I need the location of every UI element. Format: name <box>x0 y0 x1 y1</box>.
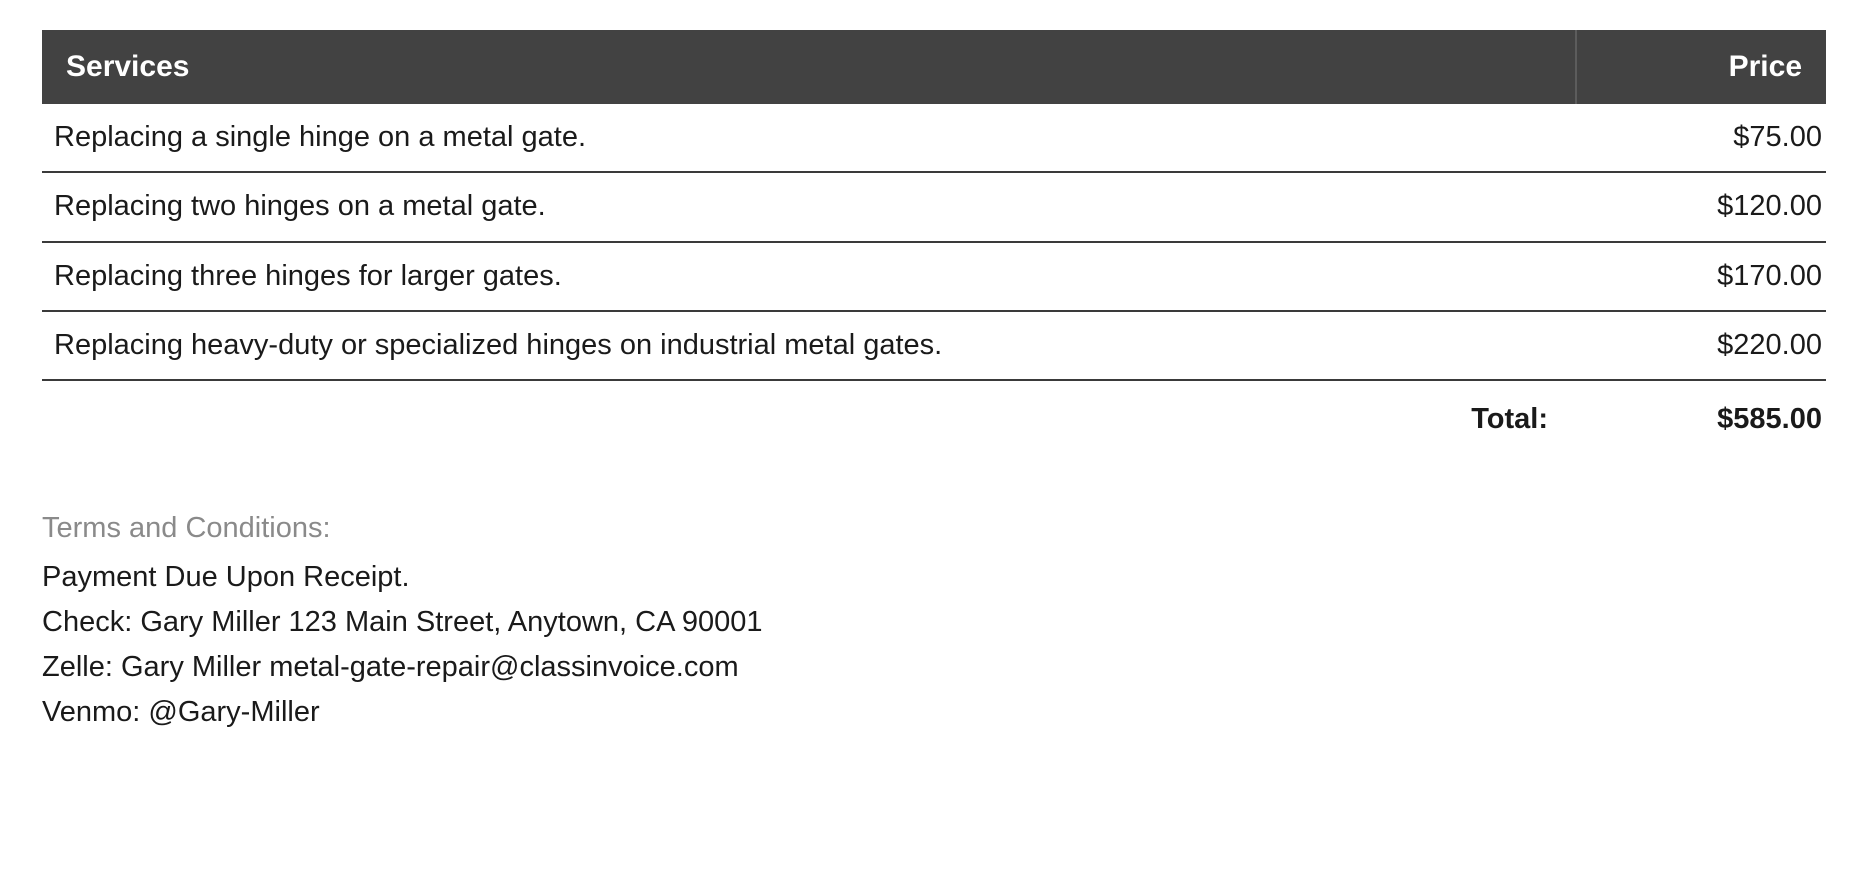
terms-line-check: Check: Gary Miller 123 Main Street, Anytown, CA 90001 <box>42 605 763 638</box>
table-body <box>42 104 1826 454</box>
cell-price: $170.00 <box>1576 242 1826 311</box>
terms-title: Terms and Conditions: <box>42 511 331 544</box>
services-price-table <box>42 30 1826 454</box>
table-row <box>42 242 1826 311</box>
table-header <box>42 30 1826 104</box>
terms-and-conditions <box>42 512 1826 735</box>
cell-service: Replacing three hinges for larger gates. <box>42 242 1576 311</box>
table-row <box>42 311 1826 380</box>
table-header-row <box>42 30 1826 104</box>
cell-service: Replacing heavy-duty or specialized hinges on industrial metal gates. <box>42 311 1576 380</box>
table-total-row <box>42 380 1826 453</box>
cell-service: Replacing two hinges on a metal gate. <box>42 172 1576 241</box>
cell-price: $75.00 <box>1576 104 1826 172</box>
terms-line-venmo: Venmo: @Gary-Miller <box>42 695 320 728</box>
total-value: $585.00 <box>1717 403 1822 436</box>
terms-line-payment: Payment Due Upon Receipt. <box>42 560 410 593</box>
table-row <box>42 172 1826 241</box>
column-header-price: Price <box>1576 30 1826 104</box>
total-label: Total: <box>1471 403 1548 436</box>
cell-price: $220.00 <box>1576 311 1826 380</box>
cell-service: Replacing a single hinge on a metal gate. <box>42 104 1576 172</box>
column-header-services: Services <box>42 30 1576 104</box>
table-row <box>42 104 1826 172</box>
cell-price: $120.00 <box>1576 172 1826 241</box>
terms-line-zelle: Zelle: Gary Miller metal-gate-repair@classinvoice.com <box>42 650 739 683</box>
